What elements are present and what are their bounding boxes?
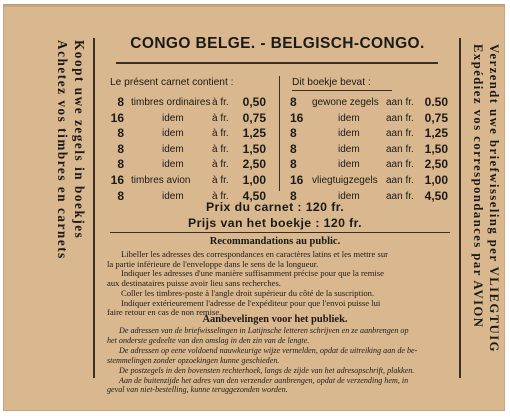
price: 1,00 bbox=[242, 172, 266, 187]
desc: idem bbox=[162, 128, 184, 140]
unit: à fr. bbox=[212, 174, 229, 186]
desc: idem bbox=[162, 190, 184, 202]
price: 0,50 bbox=[242, 95, 266, 109]
qty: 16 bbox=[290, 110, 304, 125]
unit: aan fr. bbox=[386, 159, 414, 171]
side-text-left-fr: Achetez vos timbres en carnets bbox=[55, 40, 70, 260]
qty: 8 bbox=[290, 157, 297, 172]
qty: 16 bbox=[290, 172, 304, 187]
list-item bbox=[108, 95, 278, 111]
fr-contents-heading: Le présent carnet contient : bbox=[110, 77, 234, 88]
desc: idem bbox=[338, 128, 360, 140]
left-border-line bbox=[93, 38, 95, 378]
text-line: Aan de buitenzijde het adres van den verzender aanbrengen, opdat de verzending hem, in bbox=[119, 375, 409, 385]
unit: à fr. bbox=[212, 159, 229, 171]
right-border-line bbox=[459, 38, 461, 378]
qty: 16 bbox=[110, 110, 124, 125]
list-item bbox=[290, 173, 455, 189]
title-underline bbox=[116, 62, 438, 64]
list-item bbox=[108, 126, 278, 142]
desc: idem bbox=[338, 159, 360, 171]
text-line: geval van niet-bestelling, kunne teruggezonden worden. bbox=[107, 385, 288, 395]
list-item bbox=[108, 173, 278, 189]
list-item bbox=[290, 142, 455, 158]
price: 4,50 bbox=[424, 188, 448, 203]
list-item bbox=[290, 111, 455, 127]
column-divider bbox=[279, 76, 280, 191]
text-line: aux destinataires puisse avoir lieu sans recherches. bbox=[107, 278, 281, 289]
side-text-left-nl: Koopt uwe zegels in boekjes bbox=[72, 40, 87, 240]
list-item bbox=[290, 95, 455, 111]
price: 1,25 bbox=[242, 126, 266, 141]
price-nl: Prijs van het boekje : 120 fr. bbox=[188, 216, 362, 230]
unit: aan fr. bbox=[386, 112, 414, 124]
desc: timbres ordinaires bbox=[131, 97, 211, 108]
unit: à fr. bbox=[212, 190, 229, 202]
text-line: faire retour en cas de non remise. bbox=[107, 307, 222, 318]
desc: idem bbox=[162, 143, 184, 155]
desc: idem bbox=[338, 190, 360, 202]
unit: à fr. bbox=[212, 97, 229, 108]
text-line: Coller les timbres-poste à l'angle droit supérieur du côté de la suscription. bbox=[121, 287, 375, 298]
price: 0,75 bbox=[242, 110, 266, 125]
text-line: De adressen op eene voldoend nauwkeurige wijze vermelden, opdat de uitreiking aan de be- bbox=[119, 345, 418, 355]
side-text-right-fr: Expédiez vos correspondances par AVION bbox=[471, 44, 485, 329]
unit: aan fr. bbox=[386, 97, 414, 108]
qty: 8 bbox=[117, 95, 124, 109]
price: 0.50 bbox=[424, 95, 448, 109]
price: 4,50 bbox=[242, 188, 266, 203]
text-line: Indiquer extérieurement l'adresse de l'expéditeur pour que l'envoi puisse lui bbox=[121, 297, 381, 308]
desc: gewone zegels bbox=[312, 97, 379, 108]
list-item bbox=[108, 157, 278, 173]
unit: à fr. bbox=[212, 143, 229, 155]
qty: 8 bbox=[117, 126, 124, 141]
desc: idem bbox=[162, 112, 184, 124]
text-line: la partie inférieure de l'enveloppe dans le sens de la longueur. bbox=[107, 258, 319, 269]
price-separator bbox=[110, 232, 450, 233]
unit: aan fr. bbox=[386, 174, 414, 186]
nl-heading-underline bbox=[292, 90, 392, 91]
text-line: De postzegels in den bovensten rechterhoek, langs de zijde van het adresopschrift, plakken. bbox=[119, 365, 415, 375]
price: 1,50 bbox=[424, 141, 448, 156]
qty: 8 bbox=[117, 141, 124, 156]
unit: aan fr. bbox=[386, 190, 414, 202]
recommendations-fr-text bbox=[107, 250, 451, 318]
recommendations-fr-title: Recommandations au public. bbox=[209, 236, 341, 247]
text-line: het onderste gedeelte van den omslag in den zin van de lengte. bbox=[107, 335, 310, 345]
list-item bbox=[108, 111, 278, 127]
cover-edge bbox=[3, 4, 505, 7]
qty: 8 bbox=[117, 157, 124, 172]
price: 0,75 bbox=[424, 110, 448, 125]
qty: 8 bbox=[290, 126, 297, 141]
fr-contents-list bbox=[108, 95, 278, 204]
unit: aan fr. bbox=[386, 128, 414, 140]
price: 2,50 bbox=[424, 157, 448, 172]
desc: idem bbox=[338, 143, 360, 155]
list-item bbox=[290, 126, 455, 142]
desc: timbres avion bbox=[131, 174, 191, 186]
side-text-right-nl: Verzendt uwe briefwisseling per VLIEGTUIG bbox=[487, 44, 501, 353]
text-line: Libeller les adresses des correspondances en caractères latins et les mettre sur bbox=[121, 249, 389, 259]
qty: 16 bbox=[110, 172, 124, 187]
price: 2,50 bbox=[242, 157, 266, 172]
price-fr: Prix du carnet : 120 fr. bbox=[205, 200, 345, 214]
qty: 8 bbox=[290, 141, 297, 156]
price: 1,50 bbox=[242, 141, 266, 156]
unit: à fr. bbox=[212, 128, 229, 140]
price: 1,25 bbox=[424, 126, 448, 141]
text-line: stemmelingen zonder opzoekingen kunne geschieden. bbox=[107, 355, 280, 365]
unit: aan fr. bbox=[386, 143, 414, 155]
list-item bbox=[290, 157, 455, 173]
desc: vliegtuigzegels bbox=[312, 174, 378, 186]
qty: 8 bbox=[290, 188, 297, 203]
text-line: Indiquer les adresses d'une manière suffisamment précise pour que la remise bbox=[121, 268, 384, 279]
recommendations-nl-text bbox=[107, 326, 451, 395]
unit: à fr. bbox=[212, 112, 229, 124]
text-line: De adressen van de briefwisselingen in Latijnsche letteren schrijven en ze aanbrengen op bbox=[119, 326, 409, 335]
qty: 8 bbox=[117, 188, 124, 203]
nl-contents-list bbox=[290, 95, 455, 204]
qty: 8 bbox=[290, 95, 297, 109]
nl-contents-heading: Dit boekje bevat : bbox=[292, 77, 371, 88]
list-item bbox=[108, 142, 278, 158]
page-title: CONGO BELGE. - BELGISCH-CONGO. bbox=[130, 35, 425, 52]
desc: idem bbox=[162, 159, 184, 171]
price: 1,00 bbox=[424, 172, 448, 187]
recommendations-nl-title: Aanbevelingen voor het publiek. bbox=[202, 314, 348, 325]
desc: idem bbox=[338, 112, 360, 124]
